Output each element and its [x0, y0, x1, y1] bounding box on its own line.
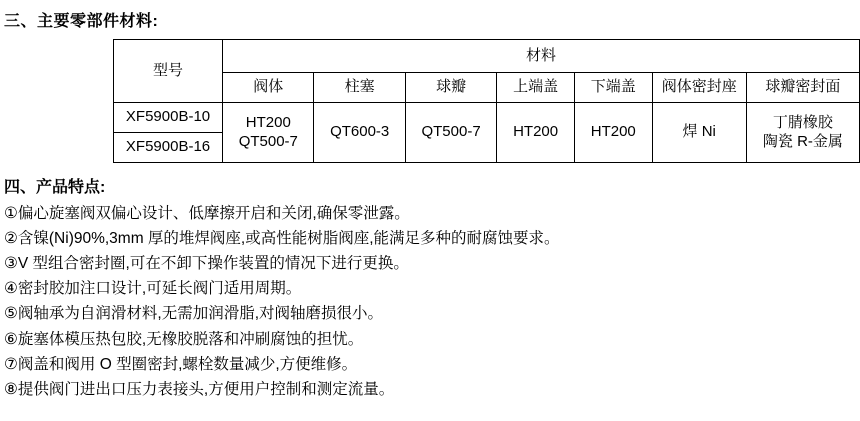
- cell-seal-face: [746, 103, 859, 163]
- list-item: ③V 型组合密封圈,可在不卸下操作装置的情况下进行更换。: [4, 255, 409, 273]
- table-header-row-2: [114, 73, 860, 103]
- header-upper-cover: 上端盖: [497, 73, 575, 103]
- cell-seal-face-line2: 陶瓷 R-金属: [762, 132, 843, 150]
- header-seal-face: 球瓣密封面: [746, 73, 859, 103]
- header-model: 型号: [114, 40, 223, 103]
- header-material: 材料: [223, 40, 860, 73]
- header-plunger: 柱塞: [314, 73, 405, 103]
- cell-ball: QT500-7: [405, 103, 496, 163]
- section-heading-features: 四、产品特点:: [4, 179, 106, 196]
- list-item: ⑦阀盖和阀用 O 型圈密封,螺栓数量减少,方便维修。: [4, 355, 358, 373]
- cell-model-1: XF5900B-10: [114, 103, 223, 133]
- cell-upper-cover: HT200: [497, 103, 575, 163]
- cell-plunger: QT600-3: [314, 103, 405, 163]
- cell-model-2: XF5900B-16: [114, 133, 223, 163]
- section-heading-materials: 三、主要零部件材料:: [4, 13, 159, 30]
- cell-body-seat: 焊 Ni: [652, 103, 746, 163]
- material-table: [113, 39, 860, 163]
- cell-seal-face-line1: 丁腈橡胶: [772, 113, 833, 131]
- list-item: ⑤阀轴承为自润滑材料,无需加润滑脂,对阀轴磨损很小。: [4, 305, 384, 323]
- header-lower-cover: 下端盖: [574, 73, 652, 103]
- list-item: ④密封胶加注口设计,可延长阀门适用周期。: [4, 280, 302, 298]
- cell-valve-body: [223, 103, 314, 163]
- header-ball: 球瓣: [405, 73, 496, 103]
- material-table-wrapper: [113, 39, 860, 163]
- cell-valve-body-line1: HT200: [245, 113, 291, 131]
- list-item: ①偏心旋塞阀双偏心设计、低摩擦开启和关闭,确保零泄露。: [4, 205, 410, 222]
- features-list: [0, 201, 860, 402]
- table-header-row-1: [114, 40, 860, 73]
- cell-valve-body-line2: QT500-7: [238, 132, 298, 150]
- cell-lower-cover: HT200: [574, 103, 652, 163]
- list-item: ⑧提供阀门进出口压力表接头,方便用户控制和测定流量。: [4, 380, 395, 398]
- list-item: ②含镍(Ni)90%,3mm 厚的堆焊阀座,或高性能树脂阀座,能满足多种的耐腐蚀要求。: [4, 230, 560, 248]
- table-row: [114, 103, 860, 133]
- header-valve-body: 阀体: [223, 73, 314, 103]
- header-body-seat: 阀体密封座: [652, 73, 746, 103]
- list-item: ⑥旋塞体模压热包胶,无橡胶脱落和冲刷腐蚀的担忧。: [4, 330, 364, 348]
